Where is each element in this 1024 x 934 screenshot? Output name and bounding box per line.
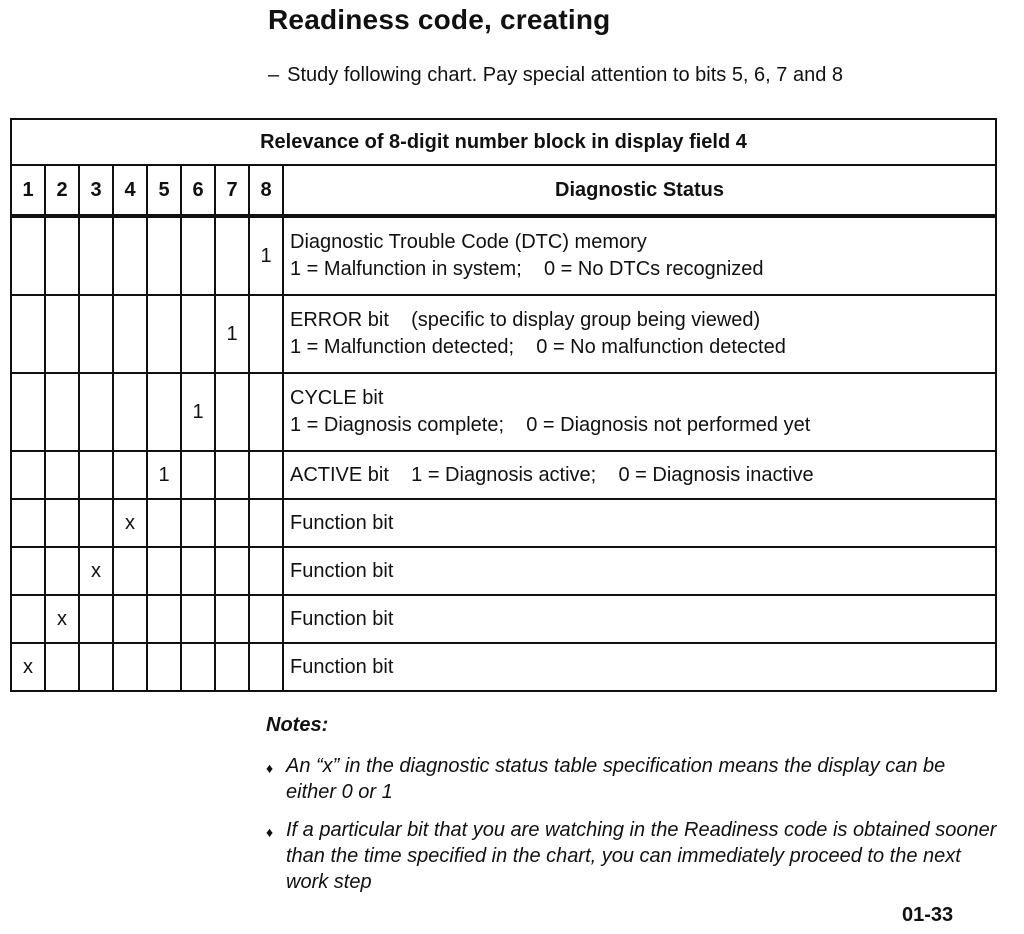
bit-cell: [249, 643, 283, 691]
bit-cell: [249, 451, 283, 499]
bit-cell: [147, 373, 181, 451]
bit-cell: [249, 595, 283, 643]
note-item: [266, 753, 998, 805]
bit-cell: [249, 373, 283, 451]
bit-cell: [181, 595, 215, 643]
bit-cell: [113, 643, 147, 691]
bit-cell: [113, 547, 147, 595]
status-cell: [283, 451, 996, 499]
note-text: An “x” in the diagnostic status table specification means the display can be either 0 or 1: [286, 755, 946, 803]
bit-cell: [249, 295, 283, 373]
bit-cell: [215, 643, 249, 691]
status-cell: [283, 295, 996, 373]
table-row: [11, 451, 996, 499]
status-line: Function bit: [290, 607, 394, 630]
status-line: 1 = Diagnosis complete; 0 = Diagnosis not performed yet: [290, 414, 811, 436]
bit-cell: [215, 499, 249, 547]
bit-cell: [79, 499, 113, 547]
bit-cell: [45, 643, 79, 691]
table-row: [11, 499, 996, 547]
bit-cell: [79, 643, 113, 691]
status-cell: [283, 216, 996, 295]
bit-cell: 1: [215, 295, 249, 373]
status-line: Diagnostic Trouble Code (DTC) memory: [290, 231, 647, 253]
status-header: Diagnostic Status: [283, 165, 996, 216]
bit-cell: [249, 499, 283, 547]
bit-cell: [147, 595, 181, 643]
bit-cell: [45, 373, 79, 451]
table-header-row: [11, 165, 996, 216]
bit-cell: [11, 295, 45, 373]
bit-cell: [249, 547, 283, 595]
bit-cell: [113, 373, 147, 451]
table-row: [11, 643, 996, 691]
status-line: ACTIVE bit 1 = Diagnosis active; 0 = Diagnosis inactive: [290, 463, 814, 486]
bit-cell: [215, 373, 249, 451]
status-line: 1 = Malfunction detected; 0 = No malfunction detected: [290, 336, 786, 358]
bit-cell: [79, 595, 113, 643]
status-line: CYCLE bit: [290, 387, 384, 409]
bit-cell: [45, 216, 79, 295]
table-body: [11, 216, 996, 691]
bit-cell: [79, 373, 113, 451]
bit-cell: [45, 499, 79, 547]
bit-cell: [79, 295, 113, 373]
bit-header-8: 8: [249, 165, 283, 216]
bit-header-4: 4: [113, 165, 147, 216]
bit-cell: x: [113, 499, 147, 547]
status-cell: [283, 373, 996, 451]
bit-cell: [113, 295, 147, 373]
bit-cell: [181, 499, 215, 547]
bit-cell: 1: [249, 216, 283, 295]
bit-cell: [147, 643, 181, 691]
table-row: [11, 547, 996, 595]
bit-cell: x: [79, 547, 113, 595]
bit-cell: [79, 451, 113, 499]
bit-cell: [79, 216, 113, 295]
bit-cell: [215, 595, 249, 643]
status-line: ERROR bit (specific to display group being viewed): [290, 309, 761, 331]
status-cell: [283, 499, 996, 547]
status-cell: [283, 547, 996, 595]
bit-cell: [45, 295, 79, 373]
instruction: [268, 64, 843, 87]
status-cell: [283, 643, 996, 691]
status-line: Function bit: [290, 559, 394, 582]
note-item: [266, 817, 998, 895]
bit-cell: x: [45, 595, 79, 643]
bit-cell: [11, 595, 45, 643]
bit-cell: [11, 499, 45, 547]
bit-cell: [11, 216, 45, 295]
bit-header-7: 7: [215, 165, 249, 216]
notes-section: [266, 714, 998, 907]
table-row: [11, 295, 996, 373]
bit-header-6: 6: [181, 165, 215, 216]
bit-header-5: 5: [147, 165, 181, 216]
bit-cell: [45, 451, 79, 499]
diamond-bullet-icon: ♦: [266, 824, 274, 840]
bit-cell: [45, 547, 79, 595]
notes-heading: Notes:: [266, 714, 329, 736]
note-text: If a particular bit that you are watching in the Readiness code is obtained sooner than the time specified in the chart, you can immediately proceed to the next work step: [286, 819, 997, 893]
status-cell: [283, 595, 996, 643]
bit-cell: [11, 547, 45, 595]
instruction-text: Study following chart. Pay special attention to bits 5, 6, 7 and 8: [287, 64, 844, 86]
bit-cell: [147, 499, 181, 547]
bit-cell: [147, 216, 181, 295]
bit-cell: [113, 595, 147, 643]
page-number: 01-33: [902, 904, 954, 926]
diagnostic-status-table: [10, 118, 997, 692]
bit-cell: [11, 451, 45, 499]
table-row: [11, 595, 996, 643]
bit-cell: [181, 547, 215, 595]
status-line: 1 = Malfunction in system; 0 = No DTCs recognized: [290, 258, 764, 280]
status-line: Function bit: [290, 655, 394, 678]
bit-cell: [215, 216, 249, 295]
page-title: Readiness code, creating: [268, 4, 611, 35]
table-row: [11, 373, 996, 451]
status-line: Function bit: [290, 511, 394, 534]
bit-cell: [181, 295, 215, 373]
bit-cell: [215, 547, 249, 595]
table-row: [11, 216, 996, 295]
notes-list: [266, 753, 998, 895]
bit-cell: [11, 373, 45, 451]
bit-cell: [147, 295, 181, 373]
bit-header-3: 3: [79, 165, 113, 216]
bit-cell: [215, 451, 249, 499]
instruction-dash: –: [268, 64, 280, 86]
table-caption: Relevance of 8-digit number block in display field 4: [11, 119, 996, 165]
bit-cell: [113, 216, 147, 295]
bit-header-1: 1: [11, 165, 45, 216]
bit-cell: [181, 643, 215, 691]
bit-cell: [181, 451, 215, 499]
bit-cell: [181, 216, 215, 295]
bit-header-2: 2: [45, 165, 79, 216]
diamond-bullet-icon: ♦: [266, 760, 274, 776]
bit-cell: [113, 451, 147, 499]
bit-cell: 1: [181, 373, 215, 451]
bit-cell: [147, 547, 181, 595]
bit-cell: x: [11, 643, 45, 691]
bit-cell: 1: [147, 451, 181, 499]
